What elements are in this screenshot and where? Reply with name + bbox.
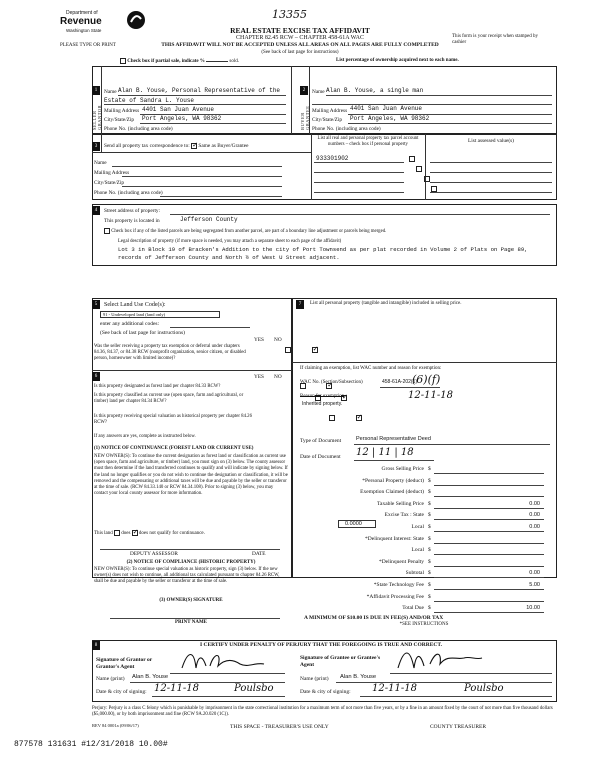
- buyer-side-label: BUYER GRANTEE: [300, 105, 310, 130]
- see-instructions: *SEE INSTRUCTIONS: [399, 622, 449, 627]
- grantee-name-label: Name (print): [300, 676, 329, 682]
- section-5-marker: 5: [92, 300, 100, 309]
- grantee-city-value: Poulsbo: [464, 683, 504, 694]
- located-value: Jefferson County: [180, 216, 238, 223]
- notice1-title: (1) NOTICE OF CONTINUANCE (FOREST LAND OR CURRENT USE): [94, 446, 254, 451]
- certify-label: I CERTIFY UNDER PENALTY OF PERJURY THAT THE FOREGOING IS TRUE AND CORRECT.: [200, 642, 443, 648]
- local-rate-box: [338, 520, 376, 528]
- s3-city-label: City/State/Zip: [94, 180, 125, 186]
- owner-signature-label: (3) OWNER(S) SIGNATURE: [159, 598, 223, 603]
- seller-phone-label: Phone No. (including area code): [104, 126, 173, 132]
- buyer-phone-label: Phone No. (including area code): [312, 126, 381, 132]
- same-as-buyer-checkbox[interactable]: [191, 143, 197, 149]
- seller-city-value: Port Angeles, WA 98362: [142, 115, 222, 122]
- tax-row-label: Exemption Claimed (deduct): [360, 489, 424, 496]
- tax-row-value: 5.00: [529, 582, 540, 588]
- seller-mailing-label: Mailing Address: [104, 108, 140, 114]
- tax-row-value: 0.00: [529, 570, 540, 577]
- street-label: Street address of property:: [104, 208, 161, 214]
- parcel-checkbox-3[interactable]: [424, 176, 430, 182]
- grantor-signature: [178, 648, 268, 674]
- tax-row-label: *Delinquent Interest: State: [365, 535, 424, 542]
- seller-city-label: City/State/Zip: [104, 117, 135, 123]
- logo-line1: Department of: [66, 10, 98, 16]
- this-land-label: This land: [94, 531, 113, 537]
- grantor-sig-label: Signature of Grantor or Grantor's Agent: [96, 657, 153, 670]
- tax-row-label: Local: [411, 547, 424, 554]
- grantor-name-value: Alan B. Youse: [132, 674, 169, 680]
- deputy-assessor-label: DEPUTY ASSESSOR: [130, 551, 178, 557]
- s5-exemption-question: Was the seller receiving a property tax exemption or deferral under chapters 84.36, 84.37, or 84.38 RCW (nonprofit organization, senior citizen, or disabled person, homeowner with limited income)?: [94, 344, 246, 361]
- treasurer-only: THIS SPACE - TREASURER'S USE ONLY: [230, 724, 329, 730]
- legal-value-1: Lot 3 in Block 19 of Bracken's Addition to the city of Port Townsend as per plat recorded in Volume 2 of Plats on Page 89,: [118, 246, 528, 253]
- receipt-note: This form is your receipt when stamped by cashier: [452, 34, 538, 45]
- grantor-date-value: 12-11-18: [154, 683, 199, 694]
- tax-row-prefix: $: [428, 477, 431, 484]
- s6-q3-no-checkbox[interactable]: [356, 415, 362, 421]
- tax-row-prefix: $: [428, 500, 431, 507]
- grantee-name-value: Alan B. Youse: [340, 674, 377, 680]
- print-name-label: PRINT NAME: [175, 620, 207, 625]
- land-use-select[interactable]: [100, 311, 220, 318]
- grantor-date-label: Date & city of signing:: [96, 689, 147, 695]
- segregated-row: [104, 228, 386, 234]
- sold-label: sold.: [229, 59, 239, 65]
- reason-value: Inherited property.: [302, 401, 343, 407]
- tax-row-value: 0.00: [529, 500, 540, 507]
- personal-property-label: List all personal property (tangible and intangible) included in selling price.: [310, 301, 462, 306]
- send-correspondence: [104, 143, 248, 149]
- tax-row-prefix: $: [428, 558, 431, 565]
- partial-sale-checkbox[interactable]: [120, 58, 126, 64]
- notice2-body: NEW OWNER(S): To continue special valuation as historic property, sign (3) below. If the new owner(s) does not wish to continue, all additional tax calculated pursuant to chapter 84.26 RCW, shall be due and payable by the seller or transferor at the time of sale.: [94, 567, 280, 584]
- form-subtitle: CHAPTER 82.45 RCW – CHAPTER 458-61A WAC: [236, 35, 364, 41]
- doc-date-value: 12 | 11 | 18: [356, 447, 414, 458]
- does-label: does: [121, 531, 131, 537]
- tax-row-label: Gross Selling Price: [381, 466, 424, 472]
- land-use-value: 91 - Undeveloped land (land only): [103, 312, 166, 317]
- tax-row-label: *Delinquent Penalty: [378, 558, 424, 565]
- tax-row-prefix: $: [428, 535, 431, 542]
- tax-row-prefix: $: [428, 512, 431, 519]
- section-1-marker: 1: [92, 86, 100, 95]
- s3-name-label: Name: [94, 160, 107, 166]
- buyer-mailing-value: 4401 San Juan Avenue: [350, 105, 423, 112]
- tax-row-label: Excise Tax : State: [384, 512, 424, 519]
- does-not-label: does not: [138, 531, 156, 537]
- section-4-marker: 4: [92, 206, 100, 215]
- buyer-city-value: Port Angeles, WA 98362: [350, 115, 430, 122]
- buyer-name-value: Alan B. Youse, a single man: [326, 87, 424, 94]
- s3-phone-label: Phone No. (including area code): [94, 190, 163, 196]
- parcel-checkbox-1[interactable]: [409, 156, 415, 162]
- s6-no: NO: [274, 374, 282, 380]
- legal-value-2: records of Jefferson County and North ½ of West U Street adjacent.: [118, 254, 340, 261]
- county-treasurer: COUNTY TREASURER: [430, 724, 487, 730]
- doc-type-value: Personal Representative Deed: [356, 436, 431, 442]
- section-8-marker: 8: [92, 641, 100, 650]
- s5-yes: YES: [254, 337, 265, 343]
- form-see-back: (See back of last page for instructions): [261, 50, 339, 55]
- partial-sale: [120, 58, 239, 64]
- buyer-name-label: Name: [312, 89, 325, 95]
- wac-value: 458-61A-202(1): [382, 379, 418, 385]
- dor-logo-mark-icon: [126, 10, 146, 30]
- grantor-city-value: Poulsbo: [234, 683, 274, 694]
- section-7-marker: 7: [296, 300, 304, 309]
- doc-date-label: Date of Document: [300, 454, 341, 460]
- tax-row-label: Taxable Selling Price: [377, 500, 424, 507]
- tax-row-label: *Affidavit Processing Fee: [366, 593, 424, 600]
- perjury-note: Perjury: Perjury is a class C felony which is punishable by imprisonment in the state correctional institution for a maximum term of not more than five years, or by a fine in an amount fixed by the court of not more than five thousand dollars ($5,000.00), or by both imprisonment and fine (RCW 9A.20.020 (1C)).: [92, 706, 553, 717]
- seller-mailing-value: 4401 San Juan Avenue: [142, 106, 215, 113]
- this-land-row: [94, 530, 205, 536]
- tax-row-value: 10.00: [526, 605, 540, 612]
- s6-if-yes: If any answers are yes, complete as instructed below.: [94, 434, 196, 439]
- form-title: REAL ESTATE EXCISE TAX AFFIDAVIT: [230, 26, 370, 35]
- form-warning: THIS AFFIDAVIT WILL NOT BE ACCEPTED UNLESS ALL AREAS ON ALL PAGES ARE FULLY COMPLETED: [161, 42, 439, 48]
- partial-sale-label: Check box if partial sale, indicate %: [127, 59, 205, 65]
- grantee-signature: [394, 646, 484, 672]
- receipt-stamp: 877578 131631 #12/31/2018 10.00#: [14, 740, 168, 749]
- minimum-due: A MINIMUM OF $10.00 IS DUE IN FEE(S) AND/OR TAX: [304, 615, 444, 621]
- rev-number: REV 84 0001a (09/06/17): [92, 723, 139, 728]
- legal-label: Legal description of property (if more space is needed, you may attach a separate sheet to each page of the affidavit): [118, 239, 342, 244]
- grantee-date-label: Date & city of signing:: [300, 689, 351, 695]
- tax-row-prefix: $: [428, 489, 431, 496]
- notice1-body: NEW OWNER(S): To continue the current designation as forest land or classification as current use (open space, farm and agriculture, or timber) land, you must sign on (3) below. The county assessor must then determine if the land transferred continues to qualify and will indicate by signing below. If the land no longer qualifies or you do not wish to continue the designation or classification, it will be removed and the compensating or additional taxes will be due and payable by the seller or transferor at the time of sale. (RCW 84.33.140 or RCW 84.34.108). Prior to signing (3) below, you may contact your local county assessor for more information.: [94, 454, 288, 497]
- ownership-label: List percentage of ownership acquired next to each name.: [336, 58, 459, 63]
- buyer-city-label: City/State/Zip: [312, 117, 343, 123]
- logo-line3: Washington State: [66, 28, 102, 33]
- tax-row-prefix: $: [428, 605, 431, 612]
- tax-row-prefix: $: [428, 466, 431, 472]
- exemption-claim-label: If claiming an exemption, list WAC number and reason for exemption:: [300, 366, 442, 371]
- parcel-checkbox-2[interactable]: [416, 166, 422, 172]
- tax-row-label: Total Due: [402, 605, 424, 612]
- tax-row-label: *Personal Property (deduct): [362, 477, 424, 484]
- segregated-label: Check box if any of the listed parcels are being segregated from another parcel, are part of a boundary line adjustment or parcels being merged.: [111, 229, 387, 235]
- tax-row-label: *State Technology Fee: [373, 582, 424, 588]
- wac-label: WAC No. (Section/Subsection): [300, 380, 363, 385]
- tax-row-value: 0.00: [529, 512, 540, 519]
- dor-logo: [60, 10, 160, 40]
- grantor-name-label: Name (print): [96, 676, 125, 682]
- seller-side-label: SELLER GRANTOR: [92, 104, 102, 130]
- s3-mailing-label: Mailing Address: [94, 170, 130, 176]
- logo-line2: Revenue: [60, 16, 102, 27]
- tax-row-prefix: $: [428, 570, 431, 577]
- notice2-title: (2) NOTICE OF COMPLIANCE (HISTORIC PROPERTY): [126, 560, 256, 565]
- parcel-header: List all real and personal property tax parcel account numbers – check box if personal property: [317, 136, 419, 147]
- tax-row-value: 0.00: [529, 524, 540, 530]
- s6-q1: Is this property designated as forest land per chapter 84.33 RCW?: [94, 384, 221, 389]
- additional-codes-label: enter any additional codes:: [100, 321, 160, 327]
- qualify-label: qualify for continuance.: [156, 531, 205, 537]
- segregated-checkbox[interactable]: [104, 228, 110, 234]
- tax-row-prefix: $: [428, 524, 431, 530]
- same-as-buyer-label: Same as Buyer/Grantee: [198, 143, 249, 150]
- parcel-value: 933301902: [316, 155, 349, 162]
- please-type: PLEASE TYPE OR PRINT: [60, 43, 116, 48]
- buyer-mailing-label: Mailing Address: [312, 108, 348, 114]
- section-3-marker: 3: [92, 142, 100, 151]
- s5-no-checkbox[interactable]: [312, 347, 318, 353]
- seller-name-label: Name: [104, 89, 117, 95]
- s6-q3-yes-checkbox[interactable]: [329, 415, 335, 421]
- section-2-marker: 2: [300, 86, 308, 95]
- tax-row-prefix: $: [428, 593, 431, 600]
- reason-label: Reason for exemption: [300, 394, 345, 399]
- located-label: This property is located in: [104, 218, 160, 224]
- send-correspondence-label: Send all property tax correspondence to:: [104, 143, 190, 150]
- s5-see-back: (See back of last page for instructions): [100, 330, 185, 336]
- s6-q3: Is this property receiving special valuation as historical property per chapter 84.26 RCW?: [94, 414, 252, 425]
- local-rate-value: 0.0000: [345, 521, 362, 527]
- s5-yes-checkbox[interactable]: [285, 347, 291, 353]
- s6-q2: Is this property classified as current use (open space, farm and agricultural, or timber) land per chapter 84.34 RCW?: [94, 393, 244, 404]
- grantee-sig-label: Signature of Grantee or Grantee's Agent: [300, 655, 381, 668]
- land-use-label: Select Land Use Code(s):: [104, 302, 166, 308]
- seller-name-value: Alan B. Youse, Personal Representative of the: [118, 87, 281, 94]
- tax-row-prefix: $: [428, 547, 431, 554]
- grantee-date-value: 12-11-18: [372, 683, 417, 694]
- doc-type-label: Type of Document: [300, 438, 342, 444]
- s6-yes: YES: [254, 374, 265, 380]
- wac-handwritten: (6)(f): [412, 373, 441, 386]
- handwritten-number: 13355: [272, 8, 307, 21]
- tax-row-label: Local: [411, 524, 424, 530]
- land-does-checkbox[interactable]: [114, 530, 120, 536]
- land-does-not-checkbox[interactable]: [132, 530, 138, 536]
- reason-handwritten: 12-11-18: [408, 390, 453, 401]
- tax-row-prefix: $: [428, 582, 431, 588]
- deputy-date-label: DATE: [252, 551, 266, 557]
- section-6-marker: 6: [92, 372, 100, 381]
- s5-no: NO: [274, 337, 282, 343]
- tax-row-label: Subtotal: [405, 570, 424, 577]
- seller-name-value2: Estate of Sandra L. Youse: [104, 97, 195, 104]
- assessed-header: List assessed value(s): [468, 138, 514, 144]
